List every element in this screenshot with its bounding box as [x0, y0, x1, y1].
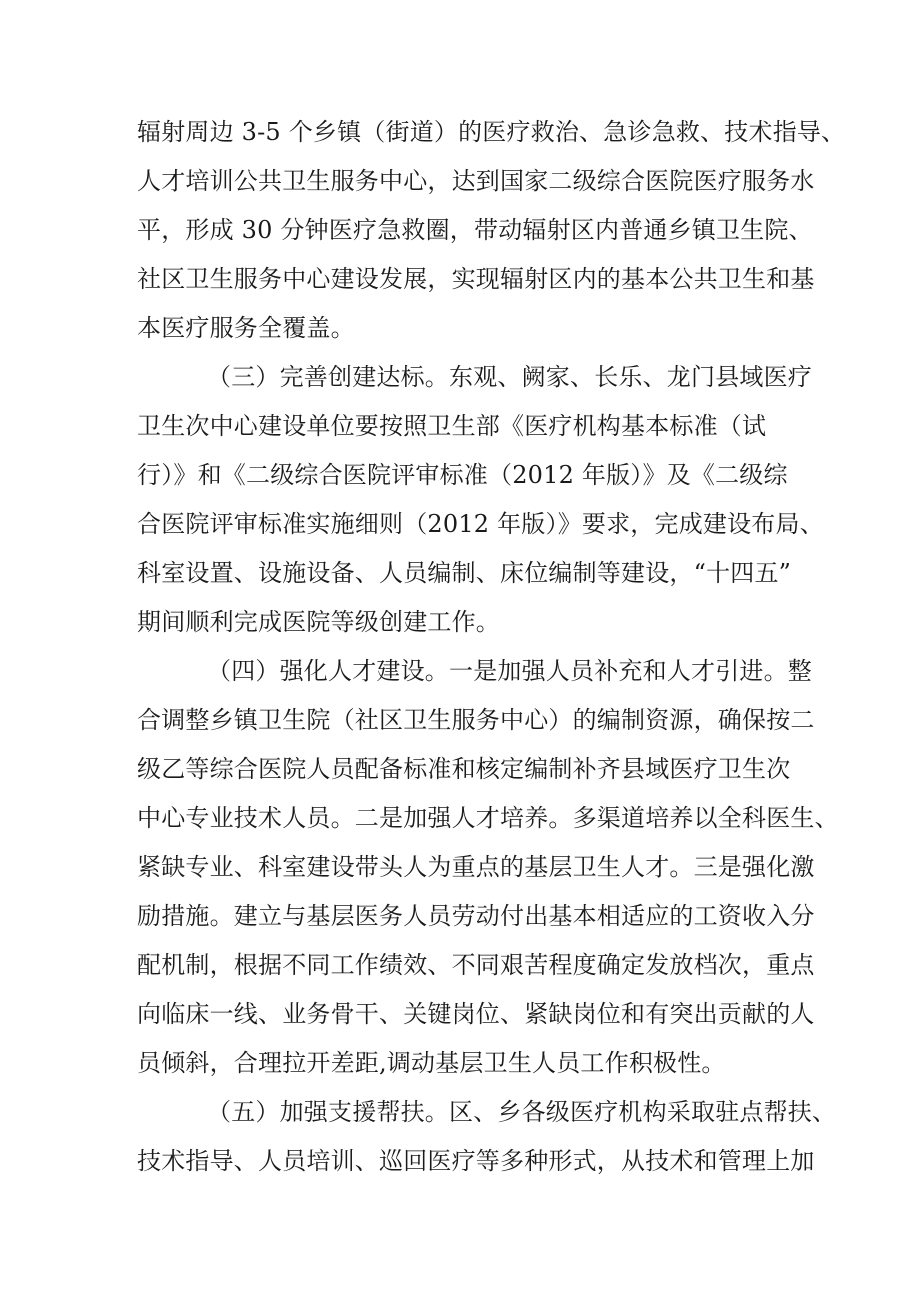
- text-line: 社区卫生服务中心建设发展，实现辐射区内的基本公共卫生和基: [137, 265, 815, 293]
- text-line: 配机制，根据不同工作绩效、不同艰苦程度确定发放档次，重点: [137, 951, 815, 979]
- text-line: 技术指导、人员培训、巡回医疗等多种形式，从技术和管理上加: [137, 1147, 815, 1175]
- text-line: 中心专业技术人员。二是加强人才培养。多渠道培养以全科医生、: [137, 804, 839, 832]
- text-line: 员倾斜，合理拉开差距,调动基层卫生人员工作积极性。: [137, 1049, 726, 1077]
- text-line: 科室设置、设施设备、人员编制、床位编制等建设，“十四五”: [137, 559, 792, 587]
- text-line: 紧缺专业、科室建设带头人为重点的基层卫生人才。三是强化激: [137, 853, 815, 881]
- text-line: 平，形成 30 分钟医疗急救圈，带动辐射区内普通乡镇卫生院、: [137, 216, 813, 244]
- text-line: 励措施。建立与基层医务人员劳动付出基本相适应的工资收入分: [137, 902, 815, 930]
- text-line: 合医院评审标准实施细则（2012 年版）》要求，完成建设布局、: [137, 510, 824, 538]
- text-line: 行）》和《二级综合医院评审标准（2012 年版）》及《二级综: [137, 461, 788, 489]
- section-heading-line: （四）强化人才建设。一是加强人员补充和人才引进。整: [207, 657, 812, 685]
- text-line: 辐射周边 3-5 个乡镇（街道）的医疗救治、急诊急救、技术指导、: [137, 118, 846, 146]
- text-line: 级乙等综合医院人员配备标准和核定编制补齐县域医疗卫生次: [137, 755, 791, 783]
- section-heading-line: （五）加强支援帮扶。区、乡各级医疗机构采取驻点帮扶、: [207, 1098, 837, 1126]
- section-heading-line: （三）完善创建达标。东观、阙家、长乐、龙门县域医疗: [207, 363, 812, 391]
- text-line: 本医疗服务全覆盖。: [137, 314, 355, 342]
- text-line: 合调整乡镇卫生院（社区卫生服务中心）的编制资源，确保按二: [137, 706, 815, 734]
- text-line: 卫生次中心建设单位要按照卫生部《医疗机构基本标准（试: [137, 412, 767, 440]
- text-line: 期间顺利完成医院等级创建工作。: [137, 608, 500, 636]
- text-line: 人才培训公共卫生服务中心，达到国家二级综合医院医疗服务水: [137, 167, 815, 195]
- text-line: 向临床一线、业务骨干、关键岗位、紧缺岗位和有突出贡献的人: [137, 1000, 815, 1028]
